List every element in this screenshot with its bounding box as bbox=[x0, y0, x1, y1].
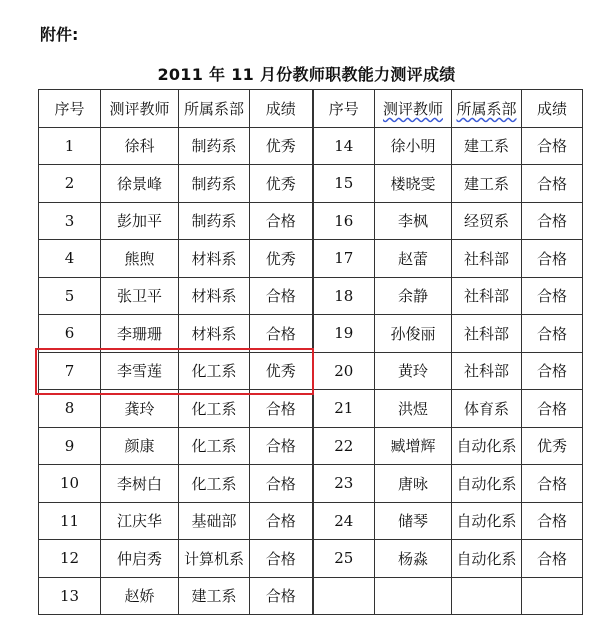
right-grade-cell bbox=[522, 577, 583, 615]
left-no-cell: 1 bbox=[39, 127, 101, 165]
right-dept-cell: 自动化系 bbox=[452, 465, 522, 503]
table-header-row bbox=[39, 90, 583, 128]
left-no-cell: 12 bbox=[39, 540, 101, 578]
right-teacher-cell: 赵蕾 bbox=[375, 240, 452, 278]
header-grade-right: 成绩 bbox=[522, 90, 583, 128]
right-dept-cell: 社科部 bbox=[452, 352, 522, 390]
results-table bbox=[38, 89, 583, 615]
left-grade-cell: 合格 bbox=[250, 202, 313, 240]
table-row bbox=[39, 240, 583, 278]
right-no-cell: 15 bbox=[313, 165, 375, 203]
right-no-cell: 23 bbox=[313, 465, 375, 503]
table-row bbox=[39, 127, 583, 165]
left-no-cell: 3 bbox=[39, 202, 101, 240]
right-grade-cell: 合格 bbox=[522, 240, 583, 278]
right-no-cell: 25 bbox=[313, 540, 375, 578]
right-teacher-cell: 臧增辉 bbox=[375, 427, 452, 465]
right-no-cell: 19 bbox=[313, 315, 375, 353]
right-grade-cell: 合格 bbox=[522, 465, 583, 503]
left-teacher-cell: 李树白 bbox=[101, 465, 179, 503]
left-teacher-cell: 李雪莲 bbox=[101, 352, 179, 390]
right-teacher-cell: 黄玲 bbox=[375, 352, 452, 390]
right-dept-cell: 建工系 bbox=[452, 127, 522, 165]
right-no-cell: 18 bbox=[313, 277, 375, 315]
right-teacher-cell: 孙俊丽 bbox=[375, 315, 452, 353]
right-teacher-cell: 徐小明 bbox=[375, 127, 452, 165]
left-no-cell: 4 bbox=[39, 240, 101, 278]
right-grade-cell: 合格 bbox=[522, 127, 583, 165]
header-teacher-right-text: 测评教师 bbox=[382, 99, 443, 118]
right-dept-cell: 自动化系 bbox=[452, 502, 522, 540]
right-no-cell: 17 bbox=[313, 240, 375, 278]
left-grade-cell: 合格 bbox=[250, 277, 313, 315]
left-dept-cell: 制药系 bbox=[179, 165, 250, 203]
header-dept-right bbox=[452, 90, 522, 128]
left-dept-cell: 制药系 bbox=[179, 127, 250, 165]
left-grade-cell: 优秀 bbox=[250, 127, 313, 165]
table-row bbox=[39, 502, 583, 540]
right-teacher-cell: 余静 bbox=[375, 277, 452, 315]
right-grade-cell: 合格 bbox=[522, 540, 583, 578]
left-grade-cell: 合格 bbox=[250, 427, 313, 465]
right-teacher-cell: 杨淼 bbox=[375, 540, 452, 578]
right-teacher-cell bbox=[375, 577, 452, 615]
header-dept-right-text: 所属系部 bbox=[456, 99, 517, 118]
left-grade-cell: 合格 bbox=[250, 502, 313, 540]
left-dept-cell: 化工系 bbox=[179, 427, 250, 465]
right-grade-cell: 合格 bbox=[522, 390, 583, 428]
left-dept-cell: 制药系 bbox=[179, 202, 250, 240]
left-teacher-cell: 张卫平 bbox=[101, 277, 179, 315]
table-row bbox=[39, 540, 583, 578]
right-teacher-cell: 储琴 bbox=[375, 502, 452, 540]
left-no-cell: 10 bbox=[39, 465, 101, 503]
left-no-cell: 2 bbox=[39, 165, 101, 203]
right-dept-cell: 社科部 bbox=[452, 277, 522, 315]
right-dept-cell: 自动化系 bbox=[452, 427, 522, 465]
left-teacher-cell: 颜康 bbox=[101, 427, 179, 465]
right-dept-cell: 经贸系 bbox=[452, 202, 522, 240]
table-row bbox=[39, 352, 583, 390]
left-no-cell: 6 bbox=[39, 315, 101, 353]
results-table-container bbox=[38, 89, 582, 615]
left-teacher-cell: 李珊珊 bbox=[101, 315, 179, 353]
left-grade-cell: 合格 bbox=[250, 390, 313, 428]
table-row bbox=[39, 315, 583, 353]
header-no-left: 序号 bbox=[39, 90, 101, 128]
document-title: 2011 年 11 月份教师职教能力测评成绩 bbox=[157, 65, 456, 84]
table-row bbox=[39, 577, 583, 615]
left-teacher-cell: 龚玲 bbox=[101, 390, 179, 428]
table-row bbox=[39, 202, 583, 240]
right-teacher-cell: 唐咏 bbox=[375, 465, 452, 503]
left-teacher-cell: 赵娇 bbox=[101, 577, 179, 615]
left-no-cell: 11 bbox=[39, 502, 101, 540]
left-no-cell: 9 bbox=[39, 427, 101, 465]
right-grade-cell: 优秀 bbox=[522, 427, 583, 465]
table-body bbox=[39, 90, 583, 615]
left-no-cell: 7 bbox=[39, 352, 101, 390]
right-no-cell bbox=[313, 577, 375, 615]
left-teacher-cell: 熊煦 bbox=[101, 240, 179, 278]
left-dept-cell: 材料系 bbox=[179, 240, 250, 278]
right-teacher-cell: 李枫 bbox=[375, 202, 452, 240]
table-row bbox=[39, 465, 583, 503]
left-teacher-cell: 徐科 bbox=[101, 127, 179, 165]
right-dept-cell: 体育系 bbox=[452, 390, 522, 428]
left-no-cell: 8 bbox=[39, 390, 101, 428]
right-teacher-cell: 楼晓雯 bbox=[375, 165, 452, 203]
right-grade-cell: 合格 bbox=[522, 352, 583, 390]
right-no-cell: 20 bbox=[313, 352, 375, 390]
left-grade-cell: 优秀 bbox=[250, 352, 313, 390]
left-teacher-cell: 徐景峰 bbox=[101, 165, 179, 203]
header-grade-left: 成绩 bbox=[250, 90, 313, 128]
right-grade-cell: 合格 bbox=[522, 165, 583, 203]
left-grade-cell: 优秀 bbox=[250, 240, 313, 278]
right-dept-cell: 社科部 bbox=[452, 240, 522, 278]
left-grade-cell: 优秀 bbox=[250, 165, 313, 203]
table-row bbox=[39, 390, 583, 428]
left-dept-cell: 化工系 bbox=[179, 390, 250, 428]
right-dept-cell: 自动化系 bbox=[452, 540, 522, 578]
left-no-cell: 13 bbox=[39, 577, 101, 615]
header-teacher-left: 测评教师 bbox=[101, 90, 179, 128]
header-dept-left: 所属系部 bbox=[179, 90, 250, 128]
table-row bbox=[39, 277, 583, 315]
right-grade-cell: 合格 bbox=[522, 502, 583, 540]
right-dept-cell bbox=[452, 577, 522, 615]
left-grade-cell: 合格 bbox=[250, 465, 313, 503]
left-dept-cell: 建工系 bbox=[179, 577, 250, 615]
left-grade-cell: 合格 bbox=[250, 315, 313, 353]
right-dept-cell: 建工系 bbox=[452, 165, 522, 203]
right-grade-cell: 合格 bbox=[522, 277, 583, 315]
left-teacher-cell: 仲启秀 bbox=[101, 540, 179, 578]
header-no-right: 序号 bbox=[313, 90, 375, 128]
left-teacher-cell: 彭加平 bbox=[101, 202, 179, 240]
left-dept-cell: 材料系 bbox=[179, 315, 250, 353]
table-row bbox=[39, 165, 583, 203]
left-dept-cell: 材料系 bbox=[179, 277, 250, 315]
right-no-cell: 24 bbox=[313, 502, 375, 540]
right-no-cell: 14 bbox=[313, 127, 375, 165]
left-dept-cell: 基础部 bbox=[179, 502, 250, 540]
left-dept-cell: 化工系 bbox=[179, 352, 250, 390]
right-dept-cell: 社科部 bbox=[452, 315, 522, 353]
left-teacher-cell: 江庆华 bbox=[101, 502, 179, 540]
left-dept-cell: 计算机系 bbox=[179, 540, 250, 578]
right-grade-cell: 合格 bbox=[522, 202, 583, 240]
attachment-label: 附件: bbox=[40, 25, 79, 44]
right-no-cell: 16 bbox=[313, 202, 375, 240]
left-grade-cell: 合格 bbox=[250, 577, 313, 615]
table-row bbox=[39, 427, 583, 465]
left-grade-cell: 合格 bbox=[250, 540, 313, 578]
right-grade-cell: 合格 bbox=[522, 315, 583, 353]
right-teacher-cell: 洪煜 bbox=[375, 390, 452, 428]
header-teacher-right bbox=[375, 90, 452, 128]
left-dept-cell: 化工系 bbox=[179, 465, 250, 503]
left-no-cell: 5 bbox=[39, 277, 101, 315]
right-no-cell: 21 bbox=[313, 390, 375, 428]
right-no-cell: 22 bbox=[313, 427, 375, 465]
